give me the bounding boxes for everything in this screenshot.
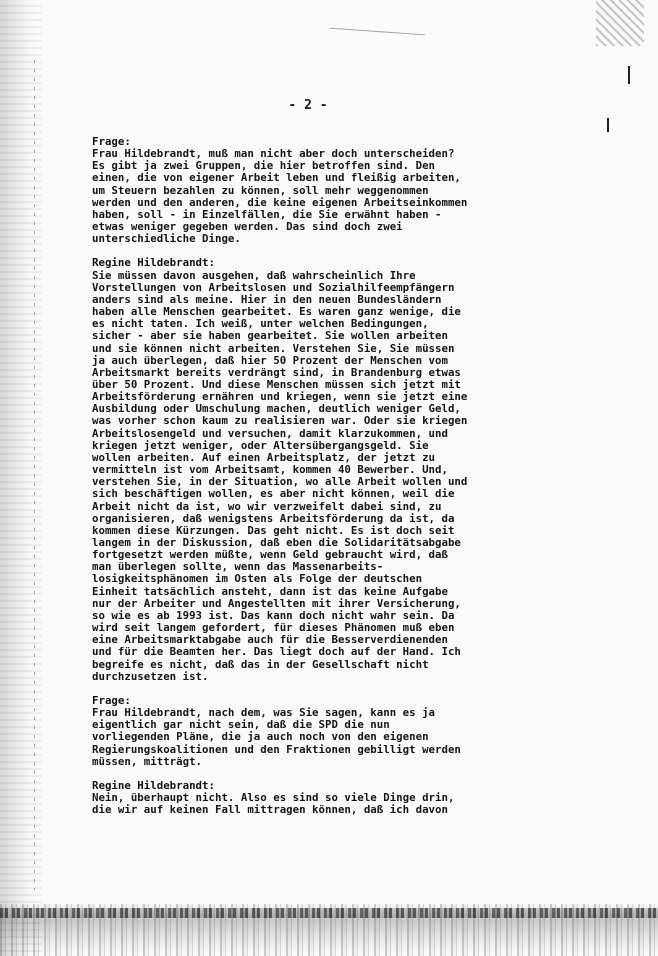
document-body [92, 136, 522, 828]
text-line: vermitteln ist vom Arbeitsamt, kommen 40 Bewerber. Und, [92, 463, 448, 477]
text-line: anders sind als meine. Hier in den neuen Bundesländern [92, 292, 442, 306]
text-line: Es gibt ja zwei Gruppen, die hier betroffen sind. Den [92, 159, 436, 173]
speaker-label: Frage: [92, 693, 131, 707]
text-line: wollen arbeiten. Auf einen Arbeitsplatz, der jetzt zu [92, 450, 436, 464]
text-line: begreife es nicht, daß das in der Gesellschaft nicht [92, 657, 429, 671]
scan-edge-left-line [34, 60, 35, 890]
text-line: vorliegenden Pläne, die ja auch noch von den eigenen [92, 730, 429, 744]
text-line: sicher - aber sie haben gearbeitet. Sie wollen arbeiten [92, 329, 448, 343]
text-line: sich beschäftigen wollen, es aber nicht können, weil die [92, 487, 455, 501]
text-line: Frau Hildebrandt, muß man nicht aber doch unterscheiden? [92, 147, 455, 161]
text-line: Vorstellungen von Arbeitslosen und Sozialhilfeempfängern [92, 280, 455, 294]
text-line: fortgesetzt werden müßte, wenn Geld gebraucht wird, daß [92, 548, 448, 562]
text-line: über 50 Prozent. Und diese Menschen müssen sich jetzt mit [92, 377, 461, 391]
text-line: Nein, überhaupt nicht. Also es sind so viele Dinge drin, [92, 790, 455, 804]
text-line: Regierungskoalitionen und den Fraktionen gebilligt werden [92, 742, 461, 756]
dialogue-block [92, 780, 522, 816]
text-line: Ausbildung oder Umschulung machen, deutlich weniger Geld, [92, 402, 461, 416]
text-line: einen, die von eigener Arbeit leben und fleißig arbeiten, [92, 171, 461, 185]
text-line: die wir auf keinen Fall mittragen können, daß ich davon [92, 803, 448, 817]
text-line: man überlegen sollte, wenn das Massenarbeits- [92, 560, 384, 574]
text-line: so wie es ab 1993 ist. Das kann doch nicht wahr sein. Da [92, 608, 455, 622]
text-line: kriegen jetzt weniger, oder Altersübergangsgeld. Sie [92, 438, 429, 452]
text-line: langem in der Diskussion, daß eben die Solidaritätsabgabe [92, 536, 461, 549]
text-line: und sie können nicht arbeiten. Verstehen Sie, Sie müssen [92, 341, 455, 355]
text-line: und für die Beamten her. Das liegt doch auf der Hand. Ich [92, 645, 461, 659]
text-line: eigentlich gar nicht sein, daß die SPD die nun [92, 718, 390, 732]
text-line: ja auch überlegen, daß hier 50 Prozent der Menschen vom [92, 353, 448, 367]
text-line: werden und den anderen, die keine eigenen Arbeitseinkommen [92, 195, 468, 209]
text-line: nur der Arbeiter und Angestellten mit ihrer Versicherung, [92, 596, 461, 610]
text-line: Arbeitsmarkt bereits verdrängt sind, in Brandenburg etwas [92, 365, 461, 379]
text-line: kommen diese Kürzungen. Das geht nicht. Es ist doch seit [92, 523, 455, 537]
text-line: wird seit langem gefordert, für dieses Phänomen muß eben [92, 621, 455, 635]
dialogue-block [92, 257, 522, 682]
text-line: Frau Hildebrandt, nach dem, was Sie sagen, kann es ja [92, 706, 436, 720]
text-line: Arbeitsförderung ernähren und kriegen, wenn sie jetzt eine [92, 390, 468, 404]
page-number: - 2 - [288, 98, 328, 113]
scan-scratch [330, 28, 425, 36]
scan-mark [607, 118, 609, 132]
scan-mark [628, 66, 630, 84]
text-line: organisieren, daß wenigstens Arbeitsförderung da ist, da [92, 511, 455, 525]
speaker-label: Regine Hildebrandt: [92, 256, 215, 270]
scan-edge-left [0, 0, 42, 956]
dialogue-block [92, 136, 522, 245]
text-line: losigkeitsphänomen im Osten als Folge der deutschen [92, 572, 423, 586]
text-line: verstehen Sie, in der Situation, wo alle Arbeit wollen und [92, 475, 468, 489]
speaker-label: Frage: [92, 135, 131, 148]
text-line: Arbeitslosengeld und versuchen, damit klarzukommen, und [92, 426, 448, 440]
scan-corner-noise [596, 0, 644, 46]
text-line: Sie müssen davon ausgehen, daß wahrscheinlich Ihre [92, 268, 416, 282]
text-line: Arbeit nicht da ist, wo wir verzweifelt dabei sind, zu [92, 499, 442, 513]
speaker-label: Regine Hildebrandt: [92, 778, 215, 792]
dialogue-block [92, 695, 522, 768]
text-line: was vorher schon kaum zu realisieren war. Oder sie kriegen [92, 414, 468, 428]
text-line: um Steuern bezahlen zu können, soll mehr weggenommen [92, 183, 429, 197]
text-line: haben alle Menschen gearbeitet. Es waren ganz wenige, die [92, 305, 461, 319]
text-line: Einheit tatsächlich ansteht, dann ist das keine Aufgabe [92, 584, 448, 598]
scan-edge-bottom [0, 904, 658, 956]
text-line: eine Arbeitsmarktabgabe auch für die Besserverdienenden [92, 633, 448, 647]
text-line: es nicht taten. Ich weiß, unter welchen Bedingungen, [92, 317, 429, 331]
text-line: unterschiedliche Dinge. [92, 232, 241, 246]
text-line: müssen, mitträgt. [92, 754, 203, 768]
text-line: haben, soll - in Einzelfällen, die Sie erwähnt haben - [92, 207, 442, 221]
text-line: etwas weniger gegeben werden. Das sind doch zwei [92, 220, 403, 234]
text-line: durchzusetzen ist. [92, 669, 209, 683]
